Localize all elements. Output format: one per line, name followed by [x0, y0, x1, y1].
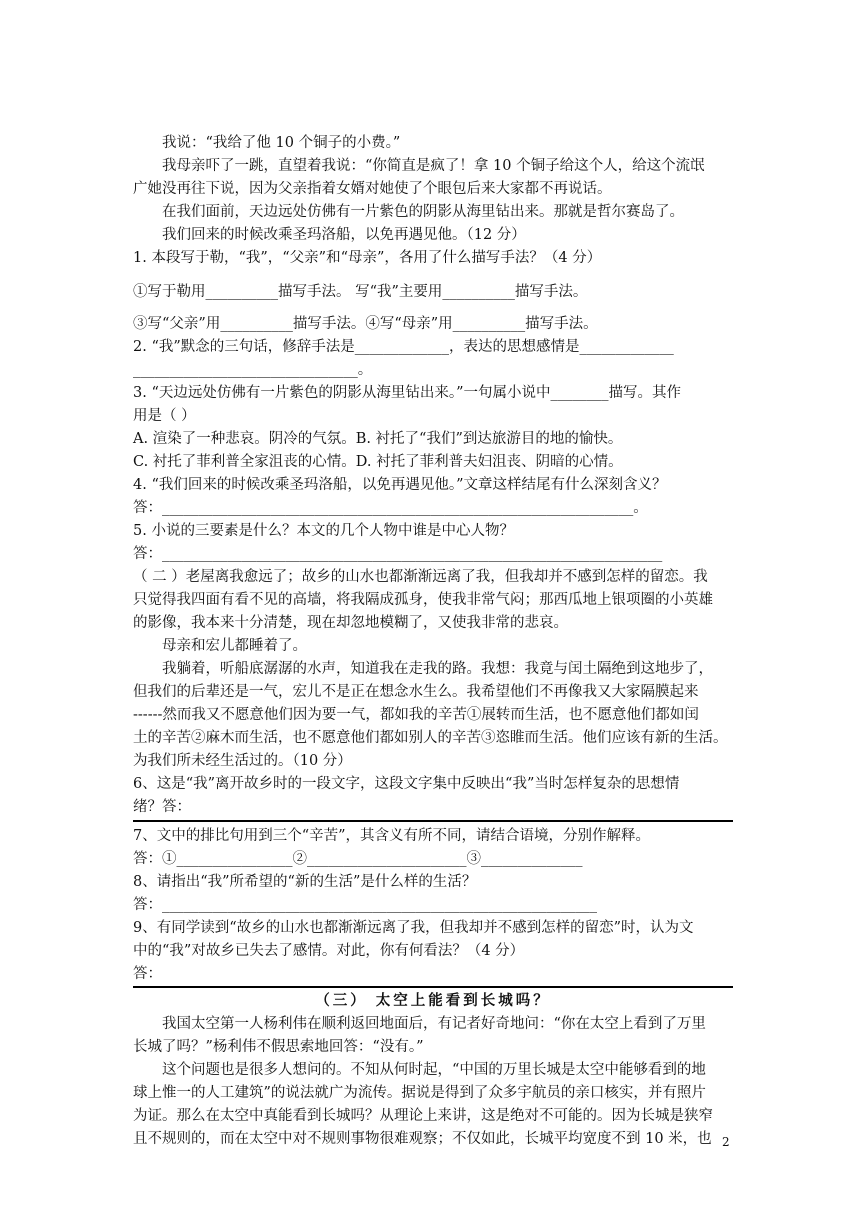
text-line: 但我们的后辈还是一气，宏儿不是正在想念水生么。我希望他们不再像我又大家隔膜起来 — [133, 684, 699, 700]
text-line: 的影像，我本来十分清楚，现在却忽地模糊了，又使我非常的悲哀。 — [133, 615, 568, 631]
answer-rule — [133, 820, 733, 822]
question-2: 2. “我”默念的三句话，修辞手法是_____________，表达的思想感情是_____________ — [133, 339, 674, 355]
page-number: 2 — [722, 1135, 730, 1149]
text-line: 用是（ ） — [133, 408, 196, 424]
text-line: ------然而我又不愿意他们因为要一气，都如我的辛苦①展转而生活，也不愿意他们都如闰 — [133, 707, 699, 723]
answer-line: 答：①________________②______________________③______________ — [133, 851, 583, 867]
text-line: 中的“我”对故乡已失去了感情。对此，你有何看法？（4 分） — [133, 943, 525, 959]
question-1: 1. 本段写于勒，“我”，“父亲”和“母亲”，各用了什么描写手法？（4 分） — [133, 250, 602, 266]
text-line: 为我们所未经生活过的。（10 分） — [133, 753, 352, 769]
text-line: 且不规则的，而在太空中对不规则事物很难观察；不仅如此，长城平均宽度不到 10 米，也 — [133, 1131, 712, 1147]
option-cd: C. 衬托了菲利普全家沮丧的心情。D. 衬托了菲利普夫妇沮丧、阴暗的心情。 — [133, 454, 623, 470]
answer-line: _______________________________。 — [133, 362, 373, 378]
text-line: 母亲和宏儿都睡着了。 — [162, 638, 307, 654]
question-7: 7、文中的排比句用到三个“辛苦”，其含义有所不同，请结合语境，分别作解释。 — [133, 828, 651, 844]
text-line: 只觉得我四面有看不见的高墙，将我隔成孤身，使我非常气闷；那西瓜地上银项圈的小英雄 — [133, 592, 713, 608]
answer-line: 答：_____________________________________________________________________ — [133, 546, 663, 562]
section-3-title: （三） 太空上能看到长城吗？ — [315, 992, 551, 1009]
text-line: 我们回来的时候改乘圣玛洛船，以免再遇见他。（12 分） — [162, 227, 526, 243]
text-line: 绪？答： — [133, 799, 191, 815]
text-line: 我说：“我给了他 10 个铜子的小费。” — [162, 135, 401, 151]
question-6: 6、这是“我”离开故乡时的一段文字，这段文字集中反映出“我”当时怎样复杂的思想情 — [133, 776, 680, 792]
text-line: 为证。那么在太空中真能看到长城吗？从理论上来讲，这是绝对不可能的。因为长城是狭窄 — [133, 1108, 713, 1124]
question-4: 4. “我们回来的时候改乘圣玛洛船，以免再遇见他。”文章这样结尾有什么深刻含义？ — [133, 477, 667, 493]
section-rule — [133, 986, 733, 988]
option-ab: A. 渲染了一种悲哀。阴冷的气氛。B. 衬托了“我们”到达旅游目的地的愉快。 — [133, 431, 623, 447]
text-line: 球上惟一的人工建筑”的说法就广为流传。据说是得到了众多宇航员的亲口核实，并有照片 — [133, 1085, 706, 1101]
question-5: 5. 小说的三要素是什么？本文的几个人物中谁是中心人物？ — [133, 523, 514, 539]
text-line: 这个问题也是很多人想问的。不知从何时起，“中国的万里长城是太空中能够看到的地 — [162, 1062, 706, 1078]
answer-line: 答：_________________________________________________________________。 — [133, 500, 648, 516]
question-8: 8、请指出“我”所希望的“新的生活”是什么样的生活？ — [133, 874, 477, 890]
section-2-text: （ 二 ）老屋离我愈远了；故乡的山水也都渐渐远离了我，但我却并不感到怎样的留恋。我 — [133, 569, 708, 585]
question-1-blanks-b: ③写“父亲”用__________描写手法。④写“母亲”用__________描写手法。 — [133, 316, 598, 332]
text-line: 我母亲吓了一跳，直望着我说：“你简直是疯了！拿 10 个铜子给这个人，给这个流氓 — [162, 158, 705, 174]
text-line: 广她没再往下说，因为父亲指着女婿对她使了个眼包后来大家都不再说话。 — [133, 181, 612, 197]
text-line: 我躺着，听船底潺潺的水声，知道我在走我的路。我想：我竟与闰土隔绝到这地步了， — [162, 661, 713, 677]
question-9: 9、有同学读到“故乡的山水也都渐渐远离了我，但我却并不感到怎样的留恋”时，认为文 — [133, 920, 694, 936]
answer-line: 答：____________________________________________________________ — [133, 897, 597, 913]
text-line: 在我们面前，天边远处仿佛有一片紫色的阴影从海里钻出来。那就是哲尔赛岛了。 — [162, 204, 684, 220]
text-line: 我国太空第一人杨利伟在顺利返回地面后，有记者好奇地问：“你在太空上看到了万里 — [162, 1016, 706, 1032]
question-3: 3. “天边远处仿佛有一片紫色的阴影从海里钻出来。”一句属小说中________描写。其作 — [133, 385, 682, 401]
text-line: 土的辛苦②麻木而生活，也不愿意他们都如别人的辛苦③恣睢而生活。他们应该有新的生活。 — [133, 730, 728, 746]
question-1-blanks-a: ①写于勒用__________描写手法。 写“我”主要用__________描写手法。 — [133, 284, 588, 300]
text-line: 长城了吗？”杨利伟不假思索地回答：“没有。” — [133, 1039, 424, 1055]
answer-label: 答： — [133, 966, 162, 982]
